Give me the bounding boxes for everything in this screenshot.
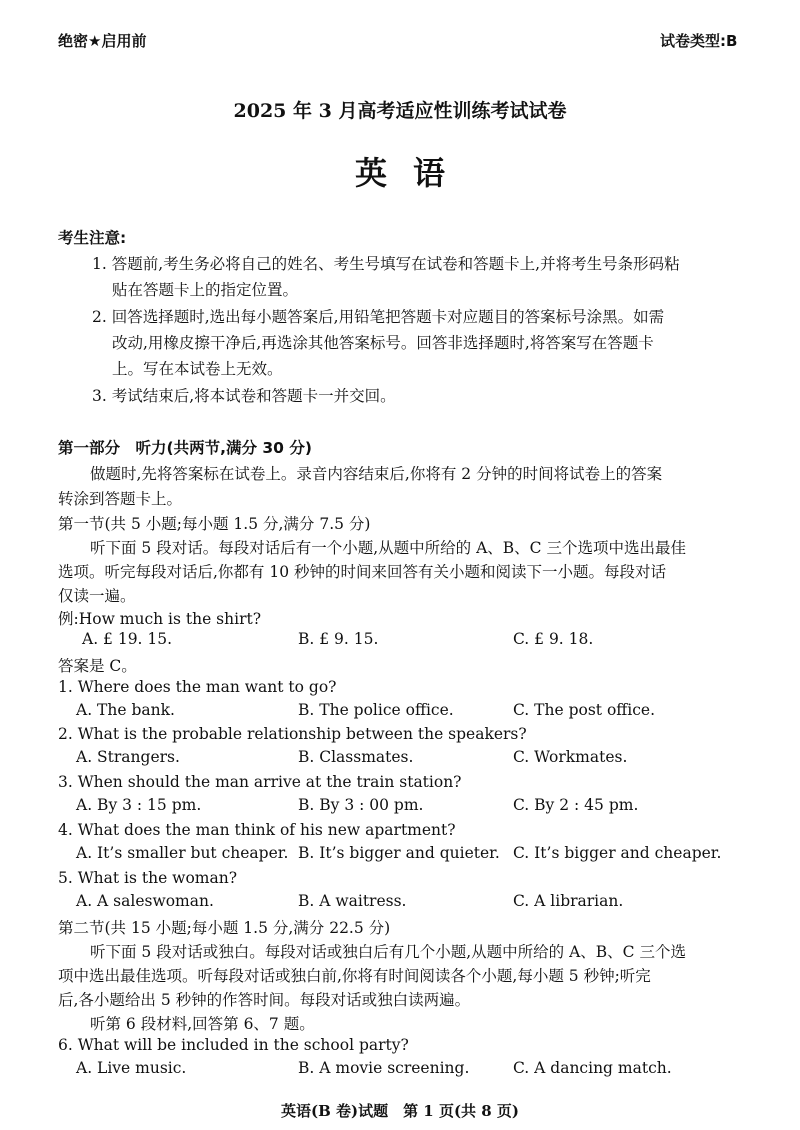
q4-option-b: B. It’s bigger and quieter. [298, 844, 500, 862]
page-footer: 英语(B 卷)试题 第 1 页(共 8 页) [280, 1102, 520, 1120]
notice-line: 贴在答题卡上的指定位置。 [112, 281, 299, 299]
question-1: 1. Where does the man want to go? [58, 678, 337, 696]
q1-option-c: C. The post office. [513, 701, 656, 719]
notice-line: 3. 考试结束后,将本试卷和答题卡一并交回。 [92, 387, 396, 405]
notice-line: 2. 回答选择题时,选出每小题答案后,用铅笔把答题卡对应题目的答案标号涂黑。如需 [92, 308, 665, 326]
section2-intro-line: 听下面 5 段对话或独白。每段对话或独白后有几个小题,从题中所给的 A、B、C 三个选 [90, 943, 686, 961]
section2-intro-line: 项中选出最佳选项。听每段对话或独白前,你将有时间阅读各个小题,每小题 5 秒钟;听完 [58, 967, 651, 985]
q2-option-c: C. Workmates. [513, 748, 628, 766]
section1-heading: 第一节(共 5 小题;每小题 1.5 分,满分 7.5 分) [58, 515, 371, 533]
notice-line: 改动,用橡皮擦干净后,再选涂其他答案标号。回答非选择题时,将答案写在答题卡 [112, 334, 654, 352]
q5-option-c: C. A librarian. [513, 892, 624, 910]
q1-option-b: B. The police office. [298, 701, 454, 719]
section1-intro-line: 仅读一遍。 [58, 587, 136, 605]
part1-intro-line: 做题时,先将答案标在试卷上。录音内容结束后,你将有 2 分钟的时间将试卷上的答案 [90, 465, 663, 483]
example-answer: 答案是 C。 [58, 657, 137, 675]
q3-option-c: C. By 2 : 45 pm. [513, 796, 639, 814]
example-option-b: B. £ 9. 15. [298, 630, 379, 648]
example-question: 例:How much is the shirt? [58, 610, 262, 628]
section1-intro-line: 选项。听完每段对话后,你都有 10 秒钟的时间来回答有关小题和阅读下一小题。每段对话 [58, 563, 667, 581]
question-5: 5. What is the woman? [58, 869, 238, 887]
notice-heading: 考生注意: [58, 229, 127, 247]
part1-heading: 第一部分 听力(共两节,满分 30 分) [58, 439, 312, 457]
q6-option-c: C. A dancing match. [513, 1059, 672, 1077]
question-4: 4. What does the man think of his new apartment? [58, 821, 456, 839]
exam-title: 2025 年 3 月高考适应性训练考试试卷 [233, 100, 567, 122]
q6-option-a: A. Live music. [76, 1059, 187, 1077]
question-3: 3. When should the man arrive at the train station? [58, 773, 462, 791]
example-option-a: A. £ 19. 15. [82, 630, 173, 648]
q5-option-b: B. A waitress. [298, 892, 407, 910]
q4-option-c: C. It’s bigger and cheaper. [513, 844, 722, 862]
section2-intro-line: 后,各小题给出 5 秒钟的作答时间。每段对话或独白读两遍。 [58, 991, 471, 1009]
question-6: 6. What will be included in the school party? [58, 1036, 409, 1054]
subject-title: 英语 [354, 154, 471, 192]
example-option-c: C. £ 9. 18. [513, 630, 594, 648]
q2-option-b: B. Classmates. [298, 748, 414, 766]
q3-option-b: B. By 3 : 00 pm. [298, 796, 424, 814]
notice-line: 上。写在本试卷上无效。 [112, 360, 283, 378]
material-6-label: 听第 6 段材料,回答第 6、7 题。 [90, 1015, 315, 1033]
q3-option-a: A. By 3 : 15 pm. [76, 796, 202, 814]
notice-line: 1. 答题前,考生务必将自己的姓名、考生号填写在试卷和答题卡上,并将考生号条形码粘 [92, 255, 680, 273]
question-2: 2. What is the probable relationship between the speakers? [58, 725, 527, 743]
q6-option-b: B. A movie screening. [298, 1059, 470, 1077]
section2-heading: 第二节(共 15 小题;每小题 1.5 分,满分 22.5 分) [58, 919, 391, 937]
q2-option-a: A. Strangers. [76, 748, 180, 766]
q5-option-a: A. A saleswoman. [76, 892, 214, 910]
confidential-label: 绝密★启用前 [58, 32, 147, 50]
q1-option-a: A. The bank. [76, 701, 175, 719]
q4-option-a: A. It’s smaller but cheaper. [76, 844, 289, 862]
section1-intro-line: 听下面 5 段对话。每段对话后有一个小题,从题中所给的 A、B、C 三个选项中选出最佳 [90, 539, 686, 557]
part1-intro-line: 转涂到答题卡上。 [58, 490, 183, 508]
paper-type-label: 试卷类型:B [660, 32, 738, 50]
